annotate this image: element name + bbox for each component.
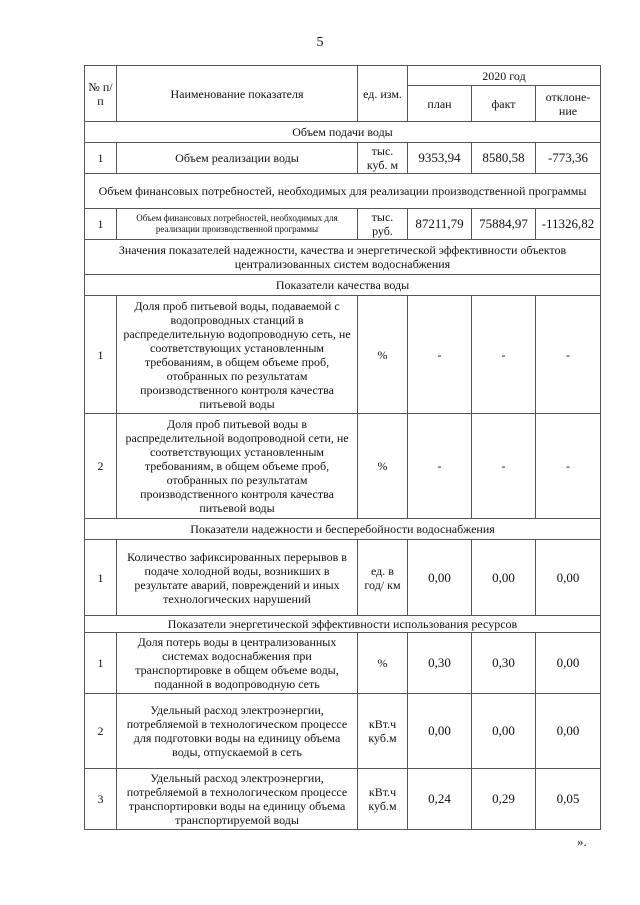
row-deviation: - xyxy=(536,414,601,519)
row-num: 3 xyxy=(85,769,117,830)
section-row xyxy=(85,240,601,275)
header-fact: факт xyxy=(472,86,536,122)
row-plan: 87211,79 xyxy=(408,209,472,240)
page-number: 5 xyxy=(316,35,324,50)
row-fact: 0,00 xyxy=(472,540,536,616)
closing-quote: ». xyxy=(577,834,587,849)
row-fact: - xyxy=(472,414,536,519)
table-row xyxy=(85,633,601,694)
row-name: Доля проб питьевой воды, подаваемой с водопроводных станций в распределительную водопроводную сеть, не соответствующих установленным требованиям, в общем объеме проб, отобранных по результатам производственного контроля качества питьевой воды xyxy=(117,296,358,414)
row-fact: 0,00 xyxy=(472,694,536,769)
row-plan: 0,24 xyxy=(408,769,472,830)
row-fact: - xyxy=(472,296,536,414)
section-reliability: Показатели надежности и бесперебойности водоснабжения xyxy=(85,519,601,540)
row-plan: 0,00 xyxy=(408,540,472,616)
row-name: Удельный расход электроэнергии, потребляемой в технологическом процессе для подготовки воды на единицу объема воды, отпускаемой в сеть xyxy=(117,694,358,769)
row-unit: % xyxy=(358,414,408,519)
section-quality: Показатели качества воды xyxy=(85,275,601,296)
header-unit: ед. изм. xyxy=(358,66,408,122)
header-name: Наименование показателя xyxy=(117,66,358,122)
row-num: 1 xyxy=(85,143,117,174)
row-unit: кВт.ч куб.м xyxy=(358,694,408,769)
row-name: Доля потерь воды в централизованных системах водоснабжения при транспортировке в общем объеме воды, поданной в водопроводную сеть xyxy=(117,633,358,694)
header-row xyxy=(85,66,601,86)
row-plan: - xyxy=(408,296,472,414)
section-energy: Показатели энергетической эффективности использования ресурсов xyxy=(85,616,601,633)
row-fact: 75884,97 xyxy=(472,209,536,240)
row-unit: ед. в год/ км xyxy=(358,540,408,616)
table-row xyxy=(85,414,601,519)
header-year: 2020 год xyxy=(408,66,601,86)
row-num: 1 xyxy=(85,633,117,694)
header-num: № п/п xyxy=(85,66,117,122)
row-name: Доля проб питьевой воды в распределительной водопроводной сети, не соответствующих установленным требованиям, в общем объеме проб, отобранных по результатам производственного контроля качества питьевой воды xyxy=(117,414,358,519)
section-row xyxy=(85,174,601,209)
header-plan: план xyxy=(408,86,472,122)
indicators-table xyxy=(84,65,601,830)
row-name: Удельный расход электроэнергии, потребляемой в технологическом процессе транспортировки воды на единицу объема транспортируемой воды xyxy=(117,769,358,830)
row-deviation: 0,05 xyxy=(536,769,601,830)
row-unit: кВт.ч куб.м xyxy=(358,769,408,830)
row-deviation: - xyxy=(536,296,601,414)
table-row xyxy=(85,694,601,769)
row-deviation: 0,00 xyxy=(536,694,601,769)
section-row xyxy=(85,275,601,296)
section-row xyxy=(85,519,601,540)
row-num: 2 xyxy=(85,694,117,769)
row-deviation: -11326,82 xyxy=(536,209,601,240)
row-fact: 0,29 xyxy=(472,769,536,830)
row-plan: 0,00 xyxy=(408,694,472,769)
table-row xyxy=(85,769,601,830)
row-name: Объем финансовых потребностей, необходимых для реализации производственной программы xyxy=(117,209,358,240)
section-values: Значения показателей надежности, качества и энергетической эффективности объектов централизованных систем водоснабжения xyxy=(85,240,601,275)
table-row xyxy=(85,209,601,240)
row-fact: 0,30 xyxy=(472,633,536,694)
header-deviation: отклоне-ние xyxy=(536,86,601,122)
row-name: Количество зафиксированных перерывов в подаче холодной воды, возникших в результате аварий, повреждений и иных технологических нарушений xyxy=(117,540,358,616)
row-unit: тыс. руб. xyxy=(358,209,408,240)
section-row xyxy=(85,616,601,633)
row-num: 1 xyxy=(85,209,117,240)
section-row xyxy=(85,122,601,143)
row-plan: 9353,94 xyxy=(408,143,472,174)
row-deviation: 0,00 xyxy=(536,540,601,616)
row-deviation: 0,00 xyxy=(536,633,601,694)
row-unit: тыс. куб. м xyxy=(358,143,408,174)
row-num: 1 xyxy=(85,296,117,414)
table-row xyxy=(85,143,601,174)
row-fact: 8580,58 xyxy=(472,143,536,174)
row-plan: - xyxy=(408,414,472,519)
section-finance: Объем финансовых потребностей, необходимых для реализации производственной программы xyxy=(85,174,601,209)
table-row xyxy=(85,540,601,616)
table-row xyxy=(85,296,601,414)
row-plan: 0,30 xyxy=(408,633,472,694)
row-num: 1 xyxy=(85,540,117,616)
section-supply: Объем подачи воды xyxy=(85,122,601,143)
row-unit: % xyxy=(358,296,408,414)
row-unit: % xyxy=(358,633,408,694)
row-deviation: -773,36 xyxy=(536,143,601,174)
row-name: Объем реализации воды xyxy=(117,143,358,174)
row-num: 2 xyxy=(85,414,117,519)
